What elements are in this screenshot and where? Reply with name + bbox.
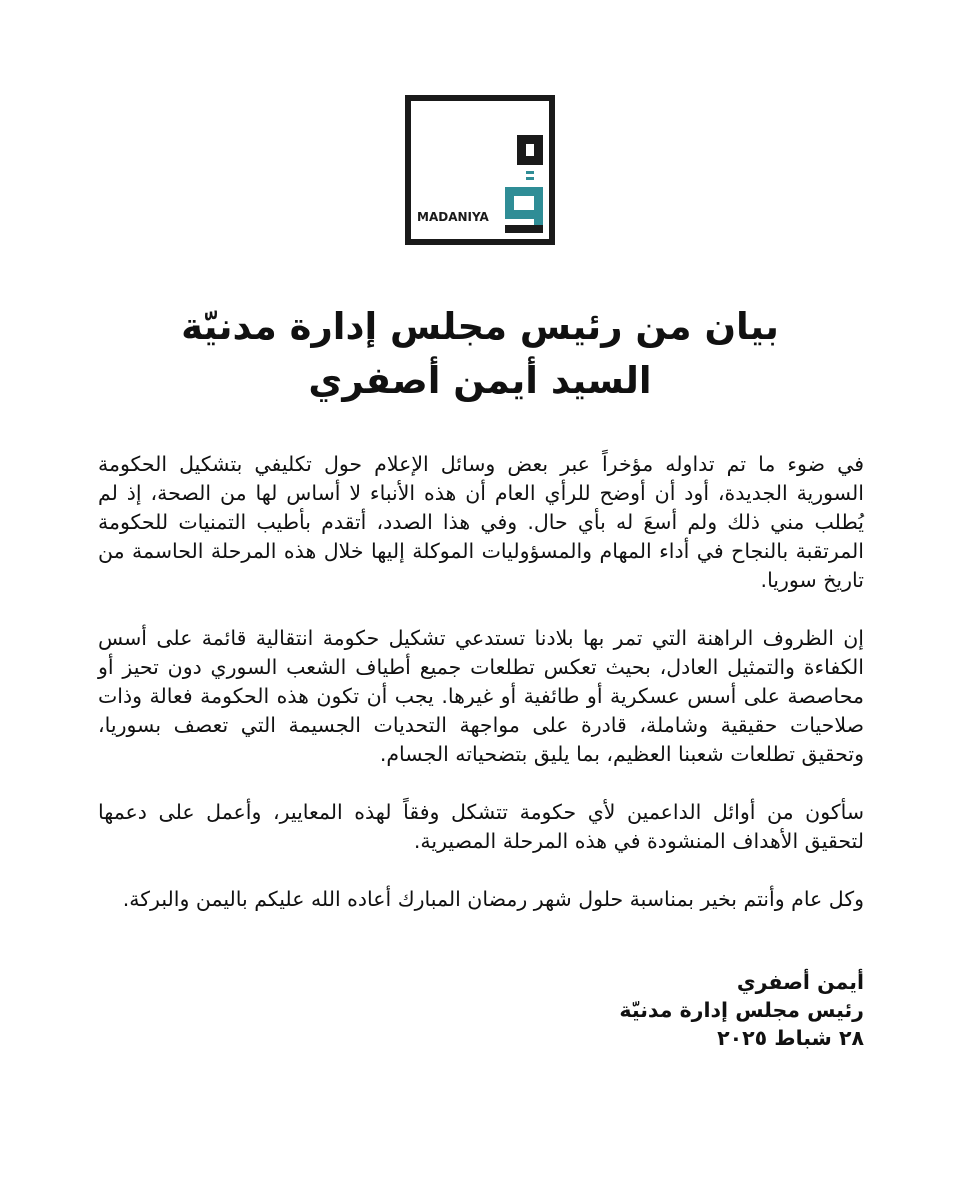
madaniya-calligraphy-icon (505, 135, 543, 233)
title-line-2: السيد أيمن أصفري (308, 359, 652, 402)
paragraph-conditions: إن الظروف الراهنة التي تمر بها بلادنا تستدعي تشكيل حكومة انتقالية قائمة على أسس الكفاءة والتمثيل العادل، بحيث تعكس تطلعات جميع أطياف الشعب السوري دون تحيز أو محاصصة على أسس عسكرية أو طائفية أو غيرها. يجب أن تكون هذه الحكومة فعالة وذات صلاحيات حقيقية وشاملة، قادرة على مواجهة التحديات الجسيمة التي تعصف بسوريا، وتحقيق تطلعات شعبنا العظيم، بما يليق بتضحياته الجسام. (98, 626, 864, 766)
statement-body (98, 450, 864, 943)
signatory-role: رئيس مجلس إدارة مدنيّة (619, 998, 864, 1022)
paragraph-support: سأكون من أوائل الداعمين لأي حكومة تتشكل وفقاً لهذه المعايير، وأعمل على دعمها لتحقيق الأهداف المنشودة في هذه المرحلة المصيرية. (98, 800, 864, 853)
paragraph-intro: في ضوء ما تم تداوله مؤخراً عبر بعض وسائل الإعلام حول تكليفي بتشكيل الحكومة السورية الجديدة، أود أن أوضح للرأي العام أن هذه الأنباء لا أساس لها من الصحة، إذ لم يُطلب مني ذلك ولم أسعَ له بأي حال. وفي هذا الصدد، أتقدم بأطيب التمنيات للحكومة المرتقبة بالنجاح في أداء المهام والمسؤوليات الموكلة إليها خلال هذه المرحلة الحاسمة من تاريخ سوريا. (98, 452, 864, 592)
statement-date: ٢٨ شباط ٢٠٢٥ (717, 1026, 864, 1050)
title-line-1: بيان من رئيس مجلس إدارة مدنيّة (181, 305, 779, 348)
paragraph-ramadan-greeting: وكل عام وأنتم بخير بمناسبة حلول شهر رمضان المبارك أعاده الله عليكم باليمن والبركة. (122, 887, 864, 911)
statement-title (60, 300, 900, 408)
signatory-name: أيمن أصفري (736, 970, 864, 994)
logo-wordmark: MADANIYA (417, 210, 489, 224)
madaniya-logo (405, 95, 555, 245)
madaniya-logo-mark (405, 95, 555, 245)
signature-block (619, 968, 864, 1052)
